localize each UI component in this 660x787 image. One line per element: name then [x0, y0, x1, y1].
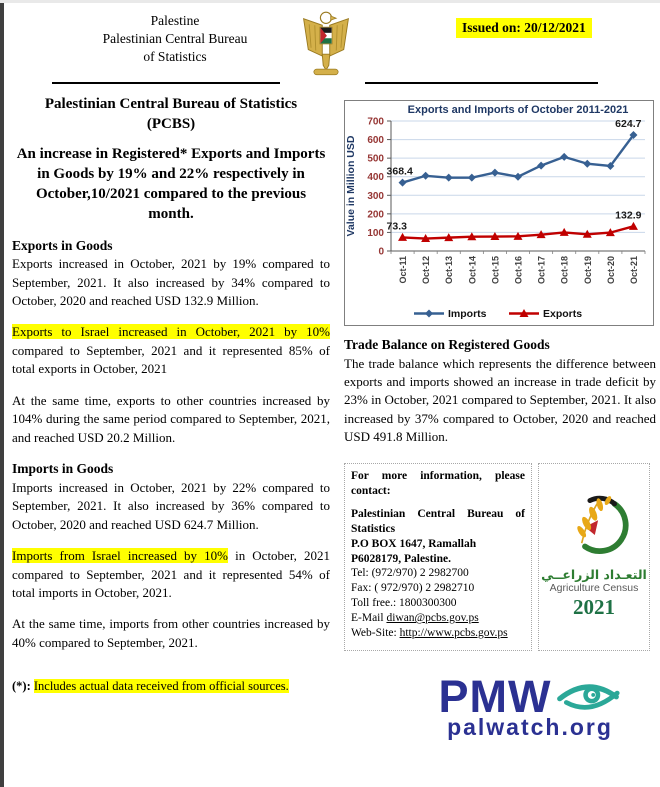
svg-text:Exports and Imports of October: Exports and Imports of October 2011-2021 — [407, 104, 629, 116]
contact-box-lines — [351, 469, 525, 641]
palestine-emblem-icon — [298, 7, 354, 84]
contact-line — [351, 499, 525, 507]
exports-paragraph-3: At the same time, exports to other countries increased by 104% during the same period compared to September, 2021, and reached USD 20.2 Million. — [12, 392, 330, 445]
org-line-statistics: of Statistics — [143, 48, 207, 64]
svg-text:Oct-12: Oct-12 — [421, 256, 432, 285]
pmw-logo — [410, 670, 650, 740]
agriculture-census-box — [538, 463, 650, 651]
svg-text:Value in Million USD: Value in Million USD — [345, 135, 357, 237]
contact-line[interactable]: Web-Site: http://www.pcbs.gov.ps — [351, 627, 508, 640]
org-line-country: Palestine — [150, 13, 200, 28]
svg-text:Oct-16: Oct-16 — [513, 256, 524, 285]
svg-text:73.3: 73.3 — [386, 220, 407, 233]
contact-line: P6028179, Palestine. — [351, 552, 451, 565]
contact-line: For more information, please contact: — [351, 469, 525, 497]
contact-line: Tel: (972/970) 2 2982700 — [351, 567, 469, 580]
contact-link[interactable]: diwan@pcbs.gov.ps — [386, 612, 479, 625]
header-divider-left — [52, 82, 280, 84]
exports-paragraph-2: Exports to Israel increased in October, 2021 by 10% compared to September, 2021 and it represented 85% of total exports in October, 2021 — [12, 324, 330, 377]
agriculture-census-logo-icon — [557, 494, 631, 563]
svg-text:400: 400 — [367, 172, 384, 184]
page-title-line1: Palestinian Central Bureau of Statistics — [44, 96, 298, 112]
left-column — [12, 94, 330, 695]
svg-text:132.9: 132.9 — [615, 209, 642, 222]
contact-line: Toll free.: 1800300300 — [351, 597, 457, 610]
headline: An increase in Registered* Exports and Imports in Goods by 19% and 22% respectively in October,10/2021 compared to the previous month. — [16, 146, 326, 223]
svg-text:Oct-21: Oct-21 — [628, 256, 639, 285]
svg-text:Oct-20: Oct-20 — [605, 256, 616, 285]
page-title — [12, 94, 330, 134]
svg-text:Exports: Exports — [543, 308, 583, 320]
census-english-label: Agriculture Census — [549, 581, 639, 594]
svg-text:Oct-18: Oct-18 — [559, 256, 570, 285]
exports-paragraph-1: Exports increased in October, 2021 by 19% compared to September, 2021. It also increased by 34% compared to October, 2020 and reached USD 132.9 Million. — [12, 256, 330, 309]
pmw-wordmark: PMW — [438, 670, 552, 722]
svg-text:0: 0 — [378, 246, 384, 258]
line-chart-svg — [345, 101, 653, 325]
svg-text:600: 600 — [367, 135, 384, 147]
svg-text:Oct-15: Oct-15 — [490, 256, 501, 285]
svg-text:Oct-11: Oct-11 — [398, 256, 409, 284]
svg-text:Imports: Imports — [448, 308, 487, 320]
contact-line[interactable]: E-Mail diwan@pcbs.gov.ps — [351, 612, 479, 625]
footnote: (*): Includes actual data received from official sources. — [12, 679, 289, 694]
right-column — [344, 100, 656, 739]
page-title-line2: (PCBS) — [146, 116, 196, 133]
contact-line: Palestinian Central Bureau of Statistics — [351, 507, 525, 535]
svg-text:Oct-13: Oct-13 — [444, 256, 455, 285]
scan-edge-top — [0, 0, 660, 3]
imports-paragraph-2: Imports from Israel increased by 10% in October, 2021 compared to September, 2021 and it represented 54% of total imports in October, 2021. — [12, 548, 330, 600]
contact-line: P.O BOX 1647, Ramallah — [351, 537, 477, 550]
header-divider-right — [365, 82, 598, 84]
exports-imports-chart — [344, 100, 654, 326]
svg-text:500: 500 — [367, 153, 384, 165]
imports-paragraph-1: Imports increased in October, 2021 by 22% compared to September, 2021. It also increased by 36% compared to October, 2020 and reached USD 624.7 Million. — [12, 479, 330, 532]
org-line-bureau: Palestinian Central Bureau — [102, 30, 248, 46]
info-boxes-row — [344, 463, 656, 651]
scan-edge-left — [0, 3, 4, 787]
imports-heading: Imports in Goods — [12, 461, 114, 477]
svg-text:300: 300 — [367, 190, 384, 202]
svg-text:Oct-17: Oct-17 — [536, 256, 547, 285]
svg-text:Oct-19: Oct-19 — [582, 256, 593, 285]
exports-heading: Exports in Goods — [12, 237, 113, 253]
trade-balance-paragraph: The trade balance which represents the difference between exports and imports showed an increase in trade deficit by 23% in October, 2021 compared to September, 2021. It also increased by 37% compared to October, 2020 and reached USD 491.8 Million. — [344, 355, 656, 445]
pmw-site-label: palwatch.org — [447, 713, 613, 740]
census-year-label: 2021 — [573, 594, 615, 619]
svg-text:Oct-14: Oct-14 — [467, 256, 478, 285]
org-name-block — [40, 12, 310, 65]
contact-link[interactable]: http://www.pcbs.gov.ps — [399, 627, 508, 640]
pmw-logo-row — [438, 670, 622, 722]
issued-on-badge: Issued on: 20/12/2021 — [456, 18, 592, 38]
census-arabic-label: التعـداد الزراعــي — [541, 566, 647, 582]
contact-box — [344, 463, 532, 651]
svg-text:368.4: 368.4 — [386, 165, 413, 178]
svg-text:700: 700 — [367, 116, 384, 128]
svg-text:200: 200 — [367, 209, 384, 221]
contact-line: Fax: ( 972/970) 2 2982710 — [351, 582, 475, 595]
pmw-eye-icon — [555, 673, 621, 720]
svg-text:100: 100 — [367, 227, 384, 239]
svg-text:624.7: 624.7 — [615, 117, 642, 130]
trade-balance-heading: Trade Balance on Registered Goods — [344, 337, 550, 352]
imports-paragraph-3: At the same time, imports from other countries increased by 40% compared to September, 2021. — [12, 616, 330, 650]
